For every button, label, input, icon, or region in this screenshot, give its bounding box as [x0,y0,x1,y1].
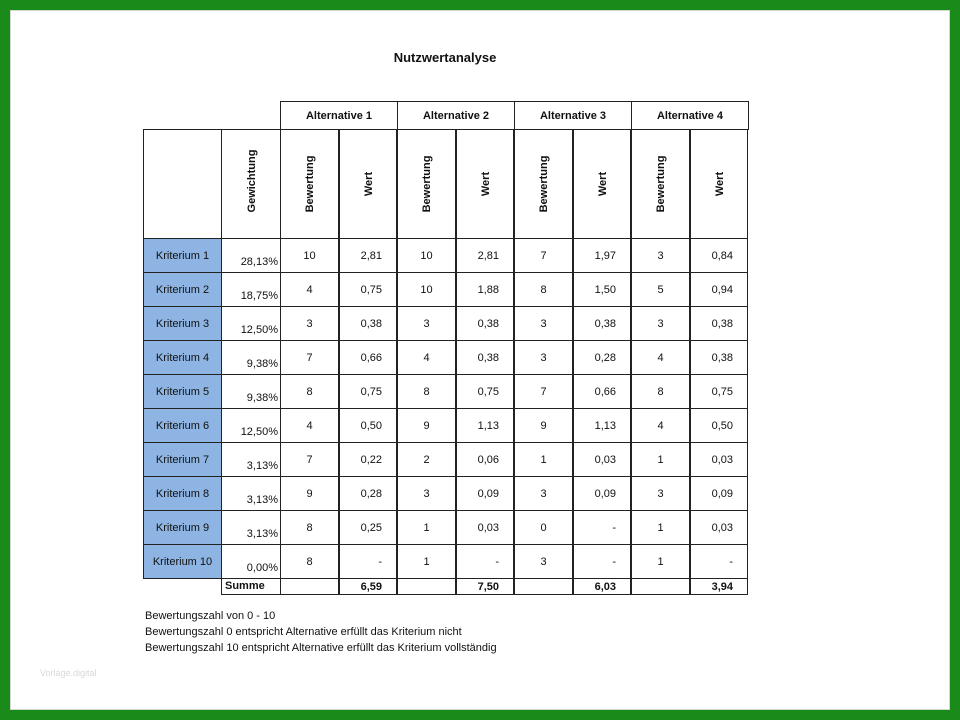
value-cell: 0,84 [690,238,748,273]
value-cell: - [573,510,631,545]
value-cell: - [573,544,631,579]
rating-cell: 5 [631,272,690,307]
value-cell: 0,03 [690,510,748,545]
rating-cell: 4 [631,340,690,375]
value-cell: 0,38 [456,306,514,341]
rating-cell: 8 [514,272,573,307]
criterion-label: Kriterium 3 [143,306,222,341]
value-cell: 1,13 [573,408,631,443]
sum-value: 3,94 [690,578,748,595]
sum-label: Summe [221,578,281,595]
rating-header-cell [631,129,690,239]
value-cell: 0,25 [339,510,397,545]
rating-cell: 3 [514,476,573,511]
value-cell: 0,66 [573,374,631,409]
page-title: Nutzwertanalyse [393,50,497,65]
rating-cell: 10 [397,238,456,273]
rating-header-label: Bewertung [304,155,316,213]
value-cell: 0,66 [339,340,397,375]
value-cell: 2,81 [339,238,397,273]
value-cell: 0,50 [690,408,748,443]
rating-cell: 8 [280,544,339,579]
value-cell: 0,94 [690,272,748,307]
note-line: Bewertungszahl 0 entspricht Alternative erfüllt das Kriterium nicht [145,626,462,638]
weight-cell: 3,13% [221,510,281,545]
value-cell: 1,50 [573,272,631,307]
rating-cell: 3 [397,306,456,341]
weight-cell: 9,38% [221,374,281,409]
value-cell: 0,38 [456,340,514,375]
value-cell: 0,38 [690,306,748,341]
weight-cell: 9,38% [221,340,281,375]
sum-blank-cell [514,578,573,595]
rating-header-label: Bewertung [655,155,667,213]
rating-cell: 0 [514,510,573,545]
rating-cell: 9 [397,408,456,443]
value-header-label: Wert [363,171,375,197]
weight-cell: 12,50% [221,306,281,341]
alternative-header-3: Alternative 3 [514,101,632,130]
value-cell: 0,75 [456,374,514,409]
value-cell: 0,06 [456,442,514,477]
rating-cell: 3 [514,340,573,375]
value-cell: 0,38 [690,340,748,375]
value-cell: 0,75 [339,374,397,409]
rating-cell: 8 [397,374,456,409]
rating-cell: 3 [280,306,339,341]
criterion-label: Kriterium 8 [143,476,222,511]
value-header-label: Wert [714,171,726,197]
value-cell: - [456,544,514,579]
weight-cell: 28,13% [221,238,281,273]
sum-blank-cell [280,578,339,595]
sum-blank-cell [397,578,456,595]
value-cell: 1,88 [456,272,514,307]
rating-cell: 4 [280,272,339,307]
sum-value: 6,59 [339,578,397,595]
criterion-label: Kriterium 1 [143,238,222,273]
rating-cell: 9 [514,408,573,443]
value-cell: 0,09 [456,476,514,511]
rating-cell: 1 [631,442,690,477]
value-header-cell [690,129,748,239]
criterion-label: Kriterium 10 [143,544,222,579]
value-header-cell [339,129,397,239]
value-header-label: Wert [597,171,609,197]
rating-cell: 1 [397,544,456,579]
rating-header-label: Bewertung [538,155,550,213]
value-cell: 0,09 [690,476,748,511]
value-cell: - [339,544,397,579]
value-header-cell [573,129,631,239]
criterion-label: Kriterium 4 [143,340,222,375]
rating-cell: 8 [280,374,339,409]
weight-header-label: Gewichtung [246,149,258,213]
rating-header-cell [280,129,339,239]
value-cell: 0,75 [690,374,748,409]
rating-cell: 10 [280,238,339,273]
rating-cell: 1 [631,510,690,545]
rating-cell: 10 [397,272,456,307]
sum-blank-cell [631,578,690,595]
rating-cell: 3 [631,238,690,273]
rating-header-label: Bewertung [421,155,433,213]
weight-cell: 3,13% [221,442,281,477]
value-cell: 2,81 [456,238,514,273]
note-line: Bewertungszahl von 0 - 10 [145,610,276,622]
rating-cell: 9 [280,476,339,511]
alternative-header-1: Alternative 1 [280,101,398,130]
rating-cell: 3 [514,306,573,341]
weight-cell: 12,50% [221,408,281,443]
value-cell: 0,50 [339,408,397,443]
value-cell: 1,13 [456,408,514,443]
value-cell: 0,22 [339,442,397,477]
rating-cell: 2 [397,442,456,477]
value-header-label: Wert [480,171,492,197]
weight-cell: 3,13% [221,476,281,511]
rating-cell: 3 [397,476,456,511]
header-blank-cell [143,129,222,239]
criterion-label: Kriterium 6 [143,408,222,443]
rating-cell: 7 [280,442,339,477]
criterion-label: Kriterium 7 [143,442,222,477]
weight-cell: 0,00% [221,544,281,579]
value-header-cell [456,129,514,239]
rating-cell: 4 [280,408,339,443]
weight-header-cell [221,129,281,239]
alternative-header-2: Alternative 2 [397,101,515,130]
value-cell: 1,97 [573,238,631,273]
value-cell: 0,28 [573,340,631,375]
alternative-header-4: Alternative 4 [631,101,749,130]
rating-cell: 7 [514,374,573,409]
notes [145,608,497,656]
sum-value: 7,50 [456,578,514,595]
value-cell: 0,28 [339,476,397,511]
criterion-label: Kriterium 9 [143,510,222,545]
rating-cell: 4 [397,340,456,375]
rating-cell: 3 [631,306,690,341]
rating-cell: 1 [397,510,456,545]
rating-header-cell [397,129,456,239]
criterion-label: Kriterium 2 [143,272,222,307]
rating-cell: 7 [280,340,339,375]
rating-cell: 3 [631,476,690,511]
value-cell: 0,38 [339,306,397,341]
value-cell: 0,03 [456,510,514,545]
rating-cell: 1 [631,544,690,579]
rating-cell: 4 [631,408,690,443]
sum-value: 6,03 [573,578,631,595]
value-cell: 0,09 [573,476,631,511]
rating-cell: 7 [514,238,573,273]
value-cell: 0,75 [339,272,397,307]
rating-cell: 8 [631,374,690,409]
rating-cell: 3 [514,544,573,579]
watermark: Vorlage.digital [40,668,97,678]
value-cell: 0,03 [690,442,748,477]
weight-cell: 18,75% [221,272,281,307]
note-line: Bewertungszahl 10 entspricht Alternative erfüllt das Kriterium vollständig [145,642,497,654]
rating-header-cell [514,129,573,239]
rating-cell: 1 [514,442,573,477]
criterion-label: Kriterium 5 [143,374,222,409]
rating-cell: 8 [280,510,339,545]
value-cell: 0,03 [573,442,631,477]
value-cell: 0,38 [573,306,631,341]
value-cell: - [690,544,748,579]
